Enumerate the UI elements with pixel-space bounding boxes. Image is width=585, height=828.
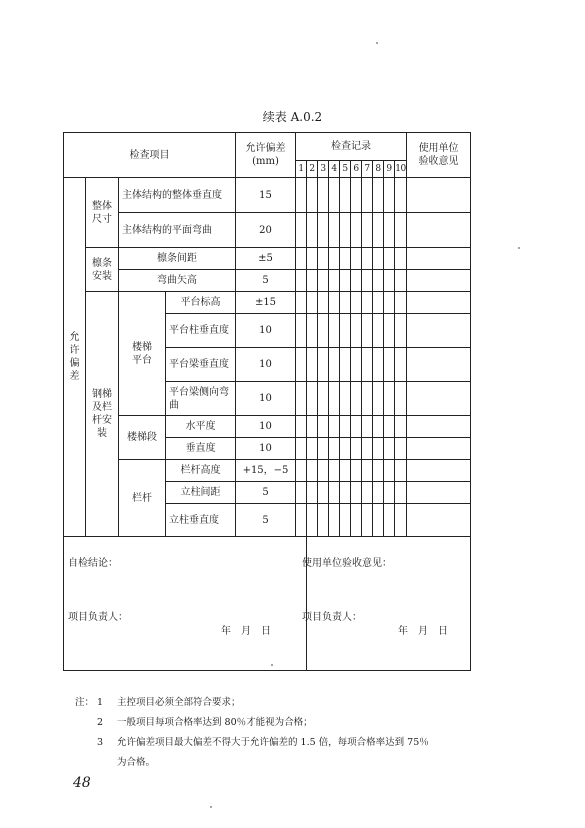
pm-label-right: 项目负责人： [302, 612, 362, 623]
group-overall [86, 178, 119, 248]
note-item [75, 713, 495, 733]
category-cell [64, 178, 86, 537]
category-char: 许 [69, 345, 80, 356]
header-item: 检查项目 [64, 133, 236, 178]
header-record: 检查记录 [296, 133, 407, 161]
header-opinion-line2: 验收意见 [418, 156, 459, 167]
item-label: 栏杆高度 [166, 460, 236, 482]
note-text: 主控项目必须全部符合要求； [117, 697, 241, 708]
group-line: 檩条 [92, 257, 112, 269]
group-line: 整体 [92, 200, 112, 212]
inspection-table [63, 132, 471, 671]
note-number: 3 [97, 737, 104, 748]
group-line: 装 [97, 428, 107, 439]
notes-section [75, 693, 495, 773]
group-line: 安装 [92, 270, 112, 282]
check-col-6: 6 [351, 161, 362, 178]
page-number: 48 [73, 775, 91, 791]
group-line: 杆安 [92, 415, 112, 426]
note-text: 为合格。 [117, 757, 156, 768]
subgroup-flight: 楼梯段 [119, 416, 166, 460]
item-label: 主体结构的平面弯曲 [119, 213, 236, 248]
scan-speck [210, 806, 212, 808]
check-col-9: 9 [384, 161, 395, 178]
scan-speck [518, 247, 520, 249]
allowance-value: 10 [236, 438, 296, 460]
allowance-value: ±5 [236, 248, 296, 270]
allowance-value: ±15 [236, 292, 296, 314]
item-label: 平台柱垂直度 [166, 314, 236, 348]
date-right: 年 月 日 [398, 626, 448, 637]
check-col-4: 4 [329, 161, 340, 178]
check-col-8: 8 [373, 161, 384, 178]
category-char: 偏 [69, 358, 80, 369]
category-char: 差 [69, 371, 80, 382]
group-stair [86, 292, 119, 537]
group-line: 及栏 [92, 402, 112, 413]
note-item [75, 733, 495, 753]
check-col-2: 2 [307, 161, 318, 178]
note-item [75, 753, 495, 773]
allowance-value: 10 [236, 382, 296, 416]
note-text: 允许偏差项目最大偏差不得大于允许偏差的 1.5 倍，每项合格率达到 75％ [117, 737, 429, 748]
item-label: 立柱间距 [166, 482, 236, 504]
scan-speck [376, 42, 378, 44]
category-char: 允 [69, 332, 80, 343]
header-allowance-label: 允许偏差 [245, 143, 286, 154]
item-label: 平台梁垂直度 [166, 348, 236, 382]
item-label: 平台梁侧向弯曲 [166, 382, 236, 416]
check-col-7: 7 [362, 161, 373, 178]
note-number: 1 [97, 697, 104, 708]
allowance-value: +15，−5 [236, 460, 296, 482]
header-allowance-unit: (mm) [252, 156, 279, 167]
allowance-value: 5 [236, 504, 296, 537]
item-label: 垂直度 [166, 438, 236, 460]
note-number [97, 753, 117, 773]
allowance-value: 10 [236, 416, 296, 438]
subgroup-railing: 栏杆 [119, 460, 166, 537]
group-line: 钢梯 [92, 389, 112, 400]
group-line: 平台 [132, 354, 152, 366]
note-number: 2 [97, 717, 104, 728]
header-allowance [236, 133, 296, 178]
allowance-value: 5 [236, 270, 296, 292]
item-label: 平台标高 [166, 292, 236, 314]
allowance-value: 10 [236, 314, 296, 348]
header-opinion-line1: 使用单位 [418, 143, 459, 154]
check-col-3: 3 [318, 161, 329, 178]
group-line: 尺寸 [92, 213, 112, 225]
header-opinion [407, 133, 471, 178]
item-label: 主体结构的整体垂直度 [119, 178, 236, 213]
check-col-10: 10 [395, 161, 407, 178]
check-col-1: 1 [296, 161, 307, 178]
note-text: 一般项目每项合格率达到 80％才能视为合格； [117, 717, 313, 728]
table-caption: 续表 A.0.2 [262, 110, 323, 124]
allowance-value: 5 [236, 482, 296, 504]
allowance-value: 15 [236, 178, 296, 213]
user-opinion-label: 使用单位验收意见： [302, 558, 392, 569]
item-label: 立柱垂直度 [166, 504, 236, 537]
item-label: 水平度 [166, 416, 236, 438]
group-line: 楼梯 [132, 341, 152, 353]
item-label: 檩条间距 [119, 248, 236, 270]
allowance-value: 20 [236, 213, 296, 248]
pm-label-left: 项目负责人： [68, 612, 128, 623]
subgroup-platform [119, 292, 166, 416]
check-col-5: 5 [340, 161, 351, 178]
notes-label: 注： [75, 697, 95, 708]
scan-speck [271, 664, 273, 666]
group-purlin [86, 248, 119, 292]
date-left: 年 月 日 [221, 626, 271, 637]
self-check-label: 自检结论： [68, 558, 118, 569]
allowance-value: 10 [236, 348, 296, 382]
item-label: 弯曲矢高 [119, 270, 236, 292]
note-item [75, 693, 495, 713]
